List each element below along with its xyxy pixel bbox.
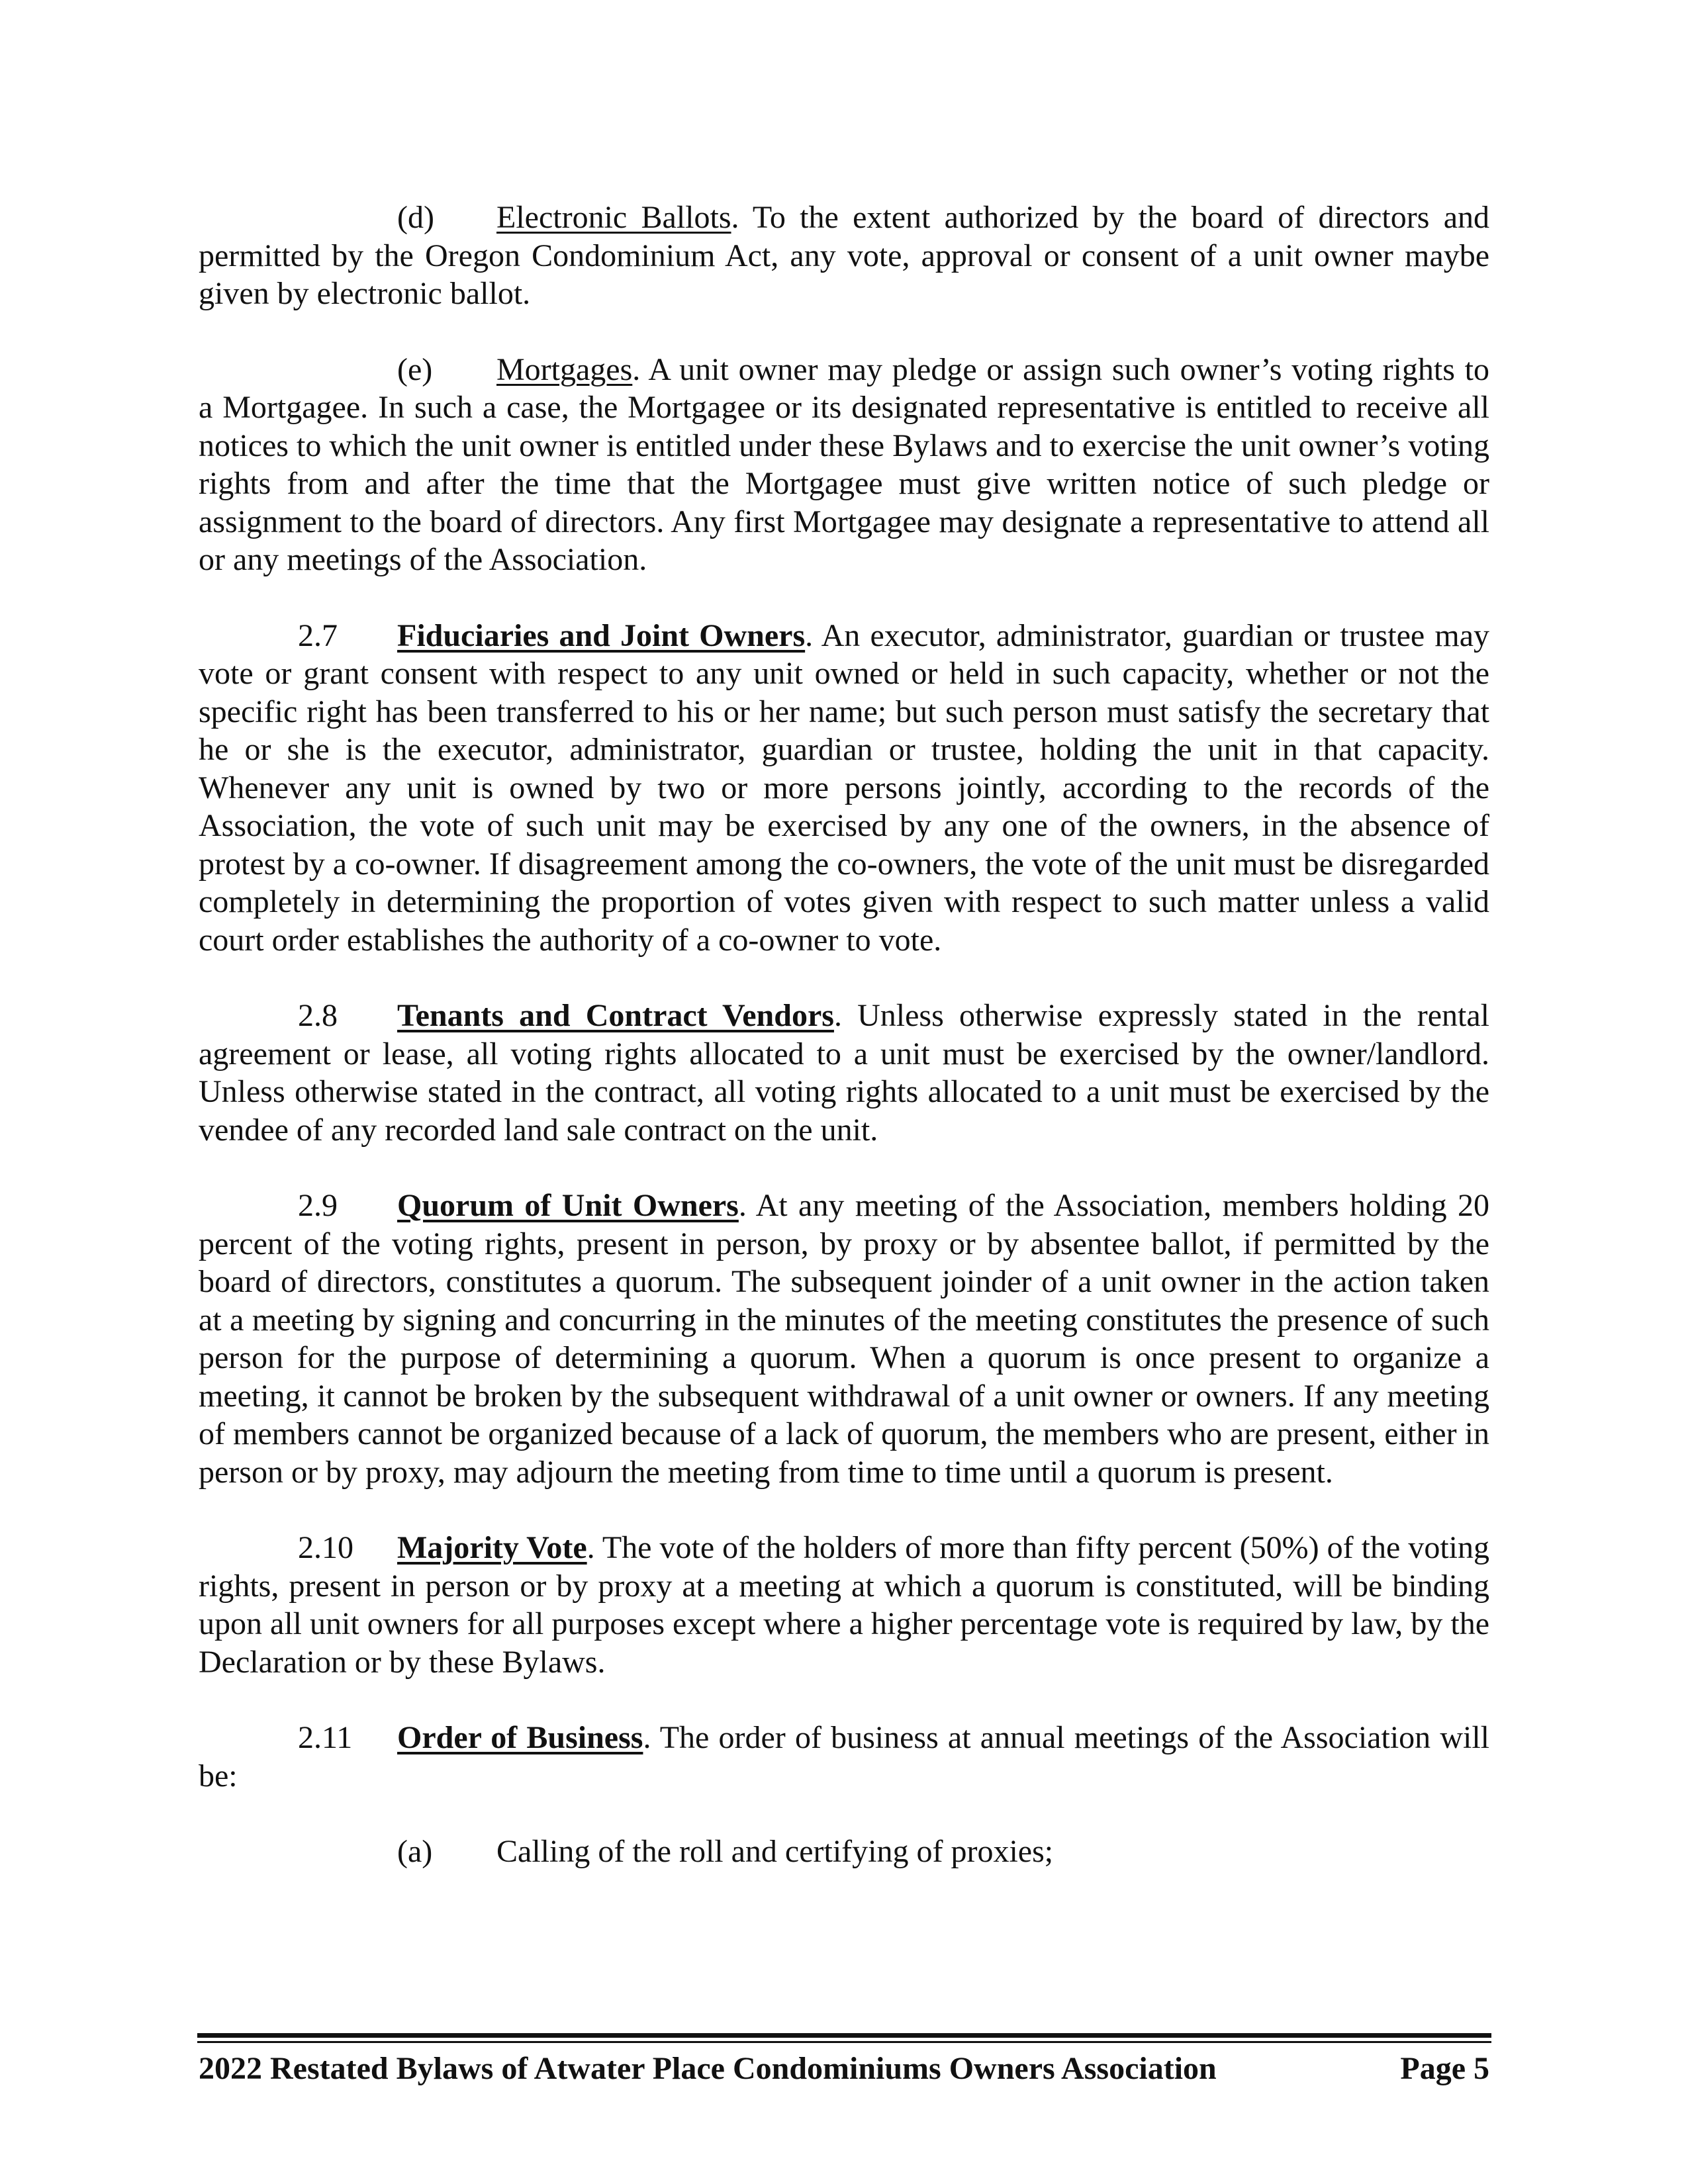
paragraph-mortgages bbox=[199, 351, 1489, 579]
section-number: 2.7 bbox=[298, 617, 338, 653]
section-heading: Quorum of Unit Owners bbox=[397, 1188, 739, 1223]
footer-rule-thin bbox=[197, 2041, 1491, 2043]
paragraph-label: (e) bbox=[397, 351, 433, 387]
section-number: 2.11 bbox=[298, 1720, 353, 1755]
section-number: 2.10 bbox=[298, 1530, 353, 1565]
page-number: Page 5 bbox=[1400, 2051, 1489, 2086]
section-text: . At any meeting of the Association, members holding 20 percent of the voting rights, present in person, by proxy or by absentee ballot, if permitted by the board of directors, constitutes a quorum. The subsequent joinder of a unit owner in the action taken at a meeting by signing and concurring in the minutes of the meeting constitutes the presence of such person for the purpose of determining a quorum. When a quorum is once present to organize a meeting, it cannot be broken by the subsequent withdrawal of a unit owner or owners. If any meeting of members cannot be organized because of a lack of quorum, the members who are present, either in person or by proxy, may adjourn the meeting from time to time until a quorum is present. bbox=[199, 1188, 1489, 1490]
section-heading: Order of Business bbox=[397, 1720, 643, 1755]
footer-title: 2022 Restated Bylaws of Atwater Place Condominiums Owners Association bbox=[199, 2051, 1217, 2086]
section-2-8 bbox=[199, 997, 1489, 1149]
list-item bbox=[199, 1833, 1489, 1871]
document-body bbox=[199, 199, 1489, 1909]
paragraph-electronic-ballots bbox=[199, 199, 1489, 313]
section-text: . Unless otherwise expressly stated in the rental agreement or lease, all voting rights allocated to a unit must be exercised by the owner/landlord. Unless otherwise stated in the contract, all voting rights allocated to a unit must be exercised by the vendee of any recorded land sale contract on the unit. bbox=[199, 998, 1490, 1148]
list-item-text: Calling of the roll and certifying of proxies; bbox=[496, 1834, 1054, 1869]
list-item-label: (a) bbox=[397, 1834, 433, 1869]
section-2-9 bbox=[199, 1187, 1489, 1491]
section-2-11 bbox=[199, 1719, 1489, 1795]
paragraph-heading: Mortgages bbox=[496, 351, 633, 387]
section-text: . The order of business at annual meetings of the Association will be: bbox=[199, 1720, 1489, 1794]
section-number: 2.8 bbox=[298, 998, 338, 1033]
paragraph-label: (d) bbox=[397, 200, 434, 235]
footer-rule-thick bbox=[197, 2033, 1491, 2038]
section-2-10 bbox=[199, 1529, 1489, 1681]
section-number: 2.9 bbox=[298, 1188, 338, 1223]
paragraph-text: . To the extent authorized by the board of directors and permitted by the Oregon Condominium Act, any vote, approval or consent of a unit owner maybe given by electronic ballot. bbox=[199, 200, 1489, 311]
section-text: . An executor, administrator, guardian or trustee may vote or grant consent with respect to any unit owned or held in such capacity, whether or not the specific right has been transferred to his or her name; but such person must satisfy the secretary that he or she is the executor, administrator, guardian or trustee, holding the unit in that capacity. Whenever any unit is owned by two or more persons jointly, according to the records of the Association, the vote of such unit may be exercised by any one of the owners, in the absence of protest by a co-owner. If disagreement among the co-owners, the vote of the unit must be disregarded completely in determining the proportion of votes given with respect to such matter unless a valid court order establishes the authority of a co-owner to vote. bbox=[199, 617, 1490, 958]
section-heading: Tenants and Contract Vendors bbox=[397, 998, 834, 1033]
section-heading: Fiduciaries and Joint Owners bbox=[397, 617, 806, 653]
section-heading: Majority Vote bbox=[397, 1530, 587, 1565]
section-2-7 bbox=[199, 617, 1489, 960]
paragraph-text: . A unit owner may pledge or assign such owner’s voting rights to a Mortgagee. In such a case, the Mortgagee or its designated representative is entitled to receive all notices to which the unit owner is entitled under these Bylaws and to exercise the unit owner’s voting rights from and after the time that the Mortgagee must give written notice of such pledge or assignment to the board of directors. Any first Mortgagee may designate a representative to attend all or any meetings of the Association. bbox=[199, 351, 1489, 577]
paragraph-heading: Electronic Ballots bbox=[496, 200, 731, 235]
section-text: . The vote of the holders of more than fifty percent (50%) of the voting rights, present in person or by proxy at a meeting at which a quorum is constituted, will be binding upon all unit owners for all purposes except where a higher percentage vote is required by law, by the Declaration or by these Bylaws. bbox=[199, 1530, 1489, 1680]
